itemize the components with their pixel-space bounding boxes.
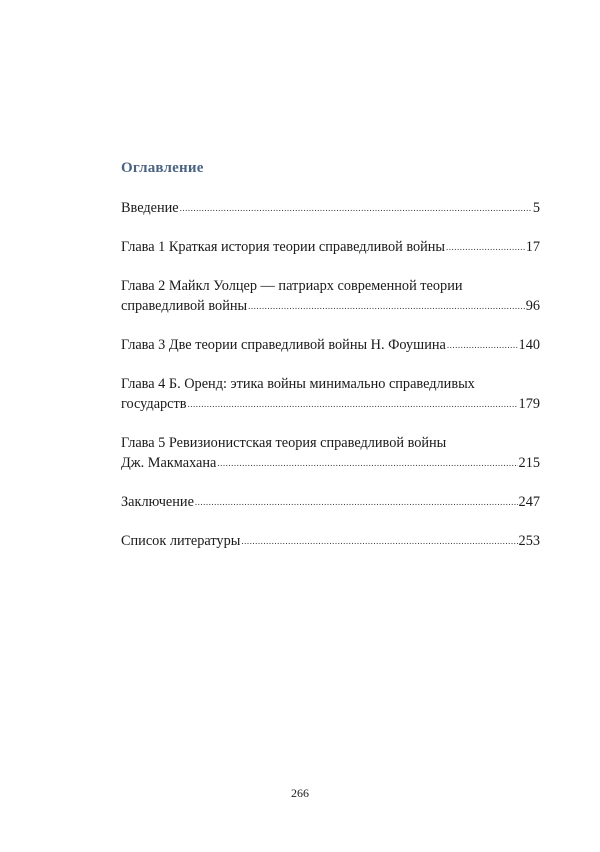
toc-dot-leader — [217, 453, 517, 473]
toc-heading: Оглавление — [121, 160, 204, 176]
toc-dot-leader — [446, 237, 525, 257]
page-number: 266 — [291, 786, 309, 800]
toc-entry-page: 247 — [518, 494, 540, 510]
toc-dot-leader — [180, 198, 532, 218]
toc-entry-page: 17 — [525, 239, 540, 255]
toc-entry-title: Глава 3 Две теории справедливой войны Н. Фоушина — [121, 337, 446, 353]
toc-entry-title: справедливой войны — [121, 298, 248, 314]
toc-entry-chapter-3[interactable] — [121, 335, 540, 356]
toc-entry-chapter-4[interactable] — [121, 374, 540, 415]
toc-entry-title: Список литературы — [121, 533, 241, 549]
toc-dot-leader — [241, 531, 517, 551]
toc-entry-title-line1: Глава 5 Ревизионистская теория справедливой войны — [121, 435, 447, 451]
toc-entry-title-line1: Глава 2 Майкл Уолцер — патриарх современной теории — [121, 278, 463, 294]
toc-entry-conclusion[interactable] — [121, 492, 540, 513]
table-of-contents — [121, 198, 540, 570]
toc-entry-title: Введение — [121, 200, 179, 216]
toc-entry-title-line1: Глава 4 Б. Оренд: этика войны минимально справедливых — [121, 376, 475, 392]
toc-entry-page: 140 — [518, 337, 540, 353]
toc-entry-title: Дж. Макмахана — [121, 455, 217, 471]
toc-entry-chapter-5[interactable] — [121, 433, 540, 474]
toc-entry-page: 215 — [518, 455, 540, 471]
toc-dot-leader — [248, 296, 525, 316]
toc-entry-page: 96 — [525, 298, 540, 314]
toc-dot-leader — [188, 394, 518, 414]
toc-entry-page: 253 — [518, 533, 540, 549]
toc-entry-page: 179 — [518, 396, 540, 412]
toc-entry-title: государств — [121, 396, 187, 412]
toc-entry-title: Заключение — [121, 494, 194, 510]
toc-entry-title: Глава 1 Краткая история теории справедливой войны — [121, 239, 446, 255]
toc-entry-page: 5 — [532, 200, 540, 216]
toc-dot-leader — [195, 492, 518, 512]
toc-entry-bibliography[interactable] — [121, 531, 540, 552]
toc-entry-chapter-1[interactable] — [121, 237, 540, 258]
toc-entry-chapter-2[interactable] — [121, 276, 540, 317]
toc-dot-leader — [447, 335, 518, 355]
toc-entry-introduction[interactable] — [121, 198, 540, 219]
